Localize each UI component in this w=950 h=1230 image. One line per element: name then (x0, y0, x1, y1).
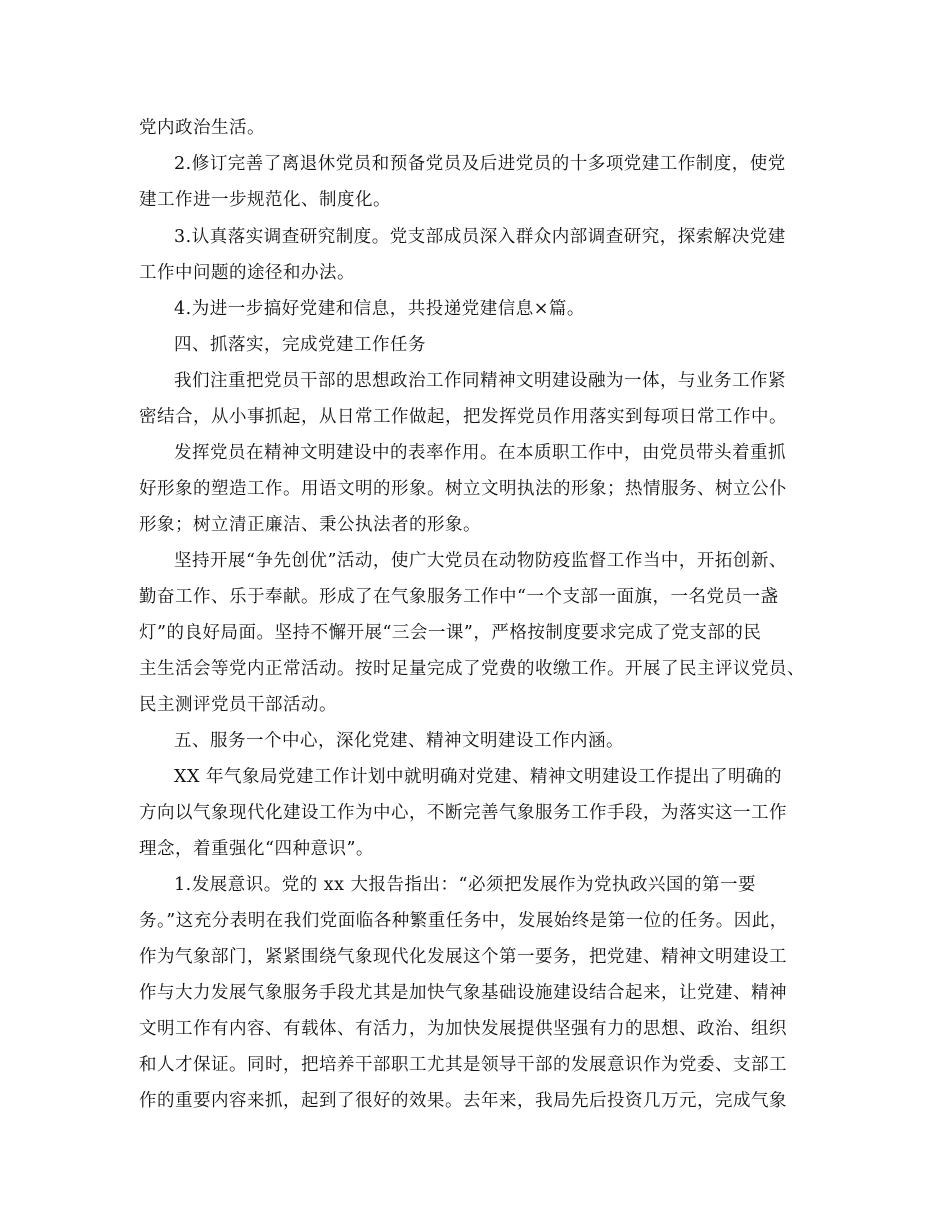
text-line: 文明工作有内容、有载体、有活力，为加快发展提供坚强有力的思想、政治、组织 (139, 1019, 787, 1039)
text-line: 作的重要内容来抓，起到了很好的效果。去年来，我局先后投资几万元，完成气象 (139, 1091, 787, 1111)
text-line: 作与大力发展气象服务手段尤其是加快气象基础设施建设结合起来，让党建、精神 (139, 983, 787, 1003)
text-line: 2.修订完善了离退休党员和预备党员及后进党员的十多项党建工作制度，使党 (174, 154, 786, 174)
section-heading: 四、抓落实，完成党建工作任务 (174, 335, 426, 355)
text-line: 4.为进一步搞好党建和信息，共投递党建信息×篇。 (174, 299, 585, 319)
text-line: 灯”的良好局面。坚持不懈开展“三会一课”，严格按制度要求完成了党支部的民 (139, 623, 762, 643)
text-line: 3.认真落实调查研究制度。党支部成员深入群众内部调查研究，探索解决党建 (174, 227, 786, 247)
text-line: 形象；树立清正廉洁、秉公执法者的形象。 (139, 515, 481, 535)
text-line: 坚持开展“争先创优”活动，使广大党员在动物防疫监督工作当中，开拓创新、 (174, 551, 787, 571)
text-line: 作为气象部门，紧紧围绕气象现代化发展这个第一要务，把党建、精神文明建设工 (139, 947, 787, 967)
text-line: 和人才保证。同时，把培养干部职工尤其是领导干部的发展意识作为党委、支部工 (139, 1055, 787, 1075)
text-line: 密结合，从小事抓起，从日常工作做起，把发挥党员作用落实到每项日常工作中。 (139, 407, 787, 427)
text-line: 建工作进一步规范化、制度化。 (139, 190, 391, 210)
text-line: 工作中问题的途径和办法。 (139, 263, 355, 283)
text-line: 勤奋工作、乐于奉献。形成了在气象服务工作中“一个支部一面旗，一名党员一盏 (139, 587, 779, 607)
text-line: 主生活会等党内正常活动。按时足量完成了党费的收缴工作。开展了民主评议党员、 (139, 659, 805, 679)
text-line: XX 年气象局党建工作计划中就明确对党建、精神文明建设工作提出了明确的 (174, 767, 782, 787)
section-heading: 五、服务一个中心，深化党建、精神文明建设工作内涵。 (174, 731, 624, 751)
text-line: 务。”这充分表明在我们党面临各种繁重任务中，发展始终是第一位的任务。因此， (139, 911, 788, 931)
text-line: 方向以气象现代化建设工作为中心，不断完善气象服务工作手段，为落实这一工作 (139, 803, 787, 823)
text-line: 我们注重把党员干部的思想政治工作同精神文明建设融为一体，与业务工作紧 (174, 371, 786, 391)
text-line: 民主测评党员干部活动。 (139, 695, 337, 715)
text-line: 理念，着重强化“四种意识”。 (139, 839, 374, 859)
text-line: 党内政治生活。 (139, 118, 265, 138)
text-line: 好形象的塑造工作。用语文明的形象。树立文明执法的形象；热情服务、树立公仆 (139, 479, 787, 499)
text-line: 1.发展意识。党的 xx 大报告指出：“必须把发展作为党执政兴国的第一要 (174, 875, 757, 895)
text-line: 发挥党员在精神文明建设中的表率作用。在本质职工作中，由党员带头着重抓 (174, 443, 786, 463)
